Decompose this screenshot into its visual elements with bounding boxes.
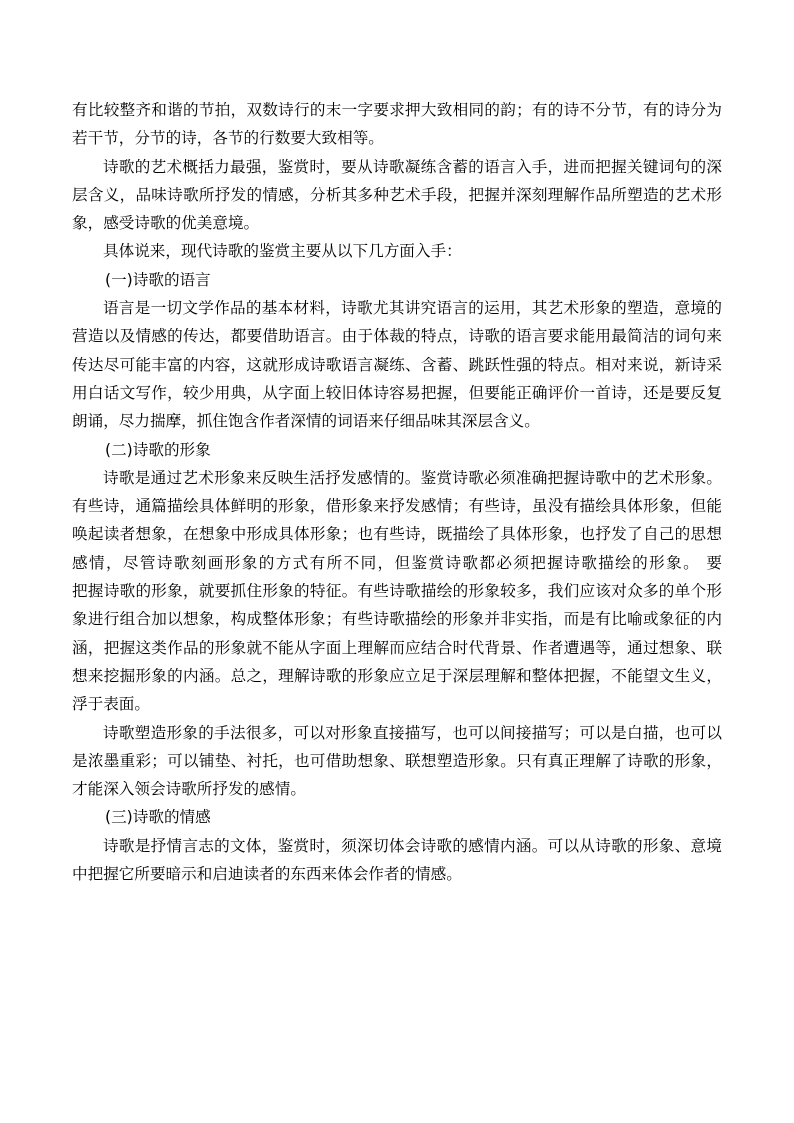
paragraph-line: 传达尽可能丰富的内容，这就形成诗歌语言凝练、含蓄、跳跃性强的特点。相对来说，新诗采 — [72, 355, 722, 374]
paragraph-line: 唤起读者想象，在想象中形成具体形象；也有些诗，既描绘了具体形象，也抒发了自己的思想 — [72, 525, 722, 544]
paragraph-line: 感情，尽管诗歌刻画形象的方式有所不同，但鉴赏诗歌都必须把握诗歌描绘的形象。 要 — [72, 553, 722, 572]
document-page — [72, 96, 722, 888]
paragraph-first-line: 语言是一切文学作品的基本材料，诗歌尤其讲究语言的运用，其艺术形象的塑造，意境的 — [103, 299, 722, 318]
section-heading: (二)诗歌的形象 — [105, 440, 211, 459]
paragraph-end-line: 中把握它所要暗示和启迪读者的东西来体会作者的情感。 — [72, 865, 462, 884]
paragraph-line: 用白话文写作，较少用典，从字面上较旧体诗容易把握，但要能正确评价一首诗，还是要反复 — [72, 383, 722, 402]
paragraph-line: 想来挖掘形象的内涵。总之，理解诗歌的形象应立足于深层理解和整体把握，不能望文生义， — [72, 666, 722, 685]
paragraph-first-line: 诗歌是通过艺术形象来反映生活抒发感情的。鉴赏诗歌必须准确把握诗歌中的艺术形象。 — [103, 468, 722, 487]
paragraph-first-line: 诗歌是抒情言志的文体，鉴赏时，须深切体会诗歌的感情内涵。可以从诗歌的形象、意境 — [103, 836, 722, 855]
paragraph-end-line: 浮于表面。 — [72, 695, 150, 714]
paragraph-end-line: 若干节，分节的诗，各节的行数要大致相等。 — [72, 129, 384, 148]
paragraph-first-line: 诗歌的艺术概括力最强，鉴赏时，要从诗歌凝练含蓄的语言入手，进而把握关键词句的深 — [103, 157, 722, 176]
paragraph-line: 涵，把握这类作品的形象就不能从字面上理解而应结合时代背景、作者遭遇等，通过想象、联 — [72, 638, 722, 657]
paragraph-first-line: 诗歌塑造形象的手法很多，可以对形象直接描写，也可以间接描写；可以是白描，也可以 — [103, 723, 722, 742]
paragraph-line: 象进行组合加以想象，构成整体形象；有些诗歌描绘的形象并非实指，而是有比喻或象征的内 — [72, 610, 722, 629]
paragraph-line: 是浓墨重彩；可以铺垫、衬托，也可借助想象、联想塑造形象。只有真正理解了诗歌的形象， — [72, 751, 722, 770]
paragraph-line: 营造以及情感的传达，都要借助语言。由于体裁的特点，诗歌的语言要求能用最简洁的词句来 — [72, 327, 722, 346]
paragraph-single-line: 具体说来，现代诗歌的鉴赏主要从以下几方面入手： — [103, 242, 462, 261]
paragraph-line: 把握诗歌的形象，就要抓住形象的特征。有些诗歌描绘的形象较多，我们应该对众多的单个形 — [72, 582, 722, 601]
section-heading: (一)诗歌的语言 — [105, 270, 211, 289]
section-heading: (三)诗歌的情感 — [105, 808, 211, 827]
paragraph-end-line: 象，感受诗歌的优美意境。 — [72, 214, 260, 233]
paragraph-end-line: 朗诵，尽力揣摩，抓住饱含作者深情的词语来仔细品味其深层含义。 — [72, 412, 540, 431]
paragraph-line: 层含义，品味诗歌所抒发的情感，分析其多种艺术手段，把握并深刻理解作品所塑造的艺术形 — [72, 185, 722, 204]
paragraph-line: 有些诗，通篇描绘具体鲜明的形象，借形象来抒发感情；有些诗，虽没有描绘具体形象，但能 — [72, 497, 722, 516]
paragraph-end-line: 才能深入领会诗歌所抒发的感情。 — [72, 780, 306, 799]
paragraph-line: 有比较整齐和谐的节拍，双数诗行的末一字要求押大致相同的韵；有的诗不分节，有的诗分为 — [72, 101, 722, 119]
